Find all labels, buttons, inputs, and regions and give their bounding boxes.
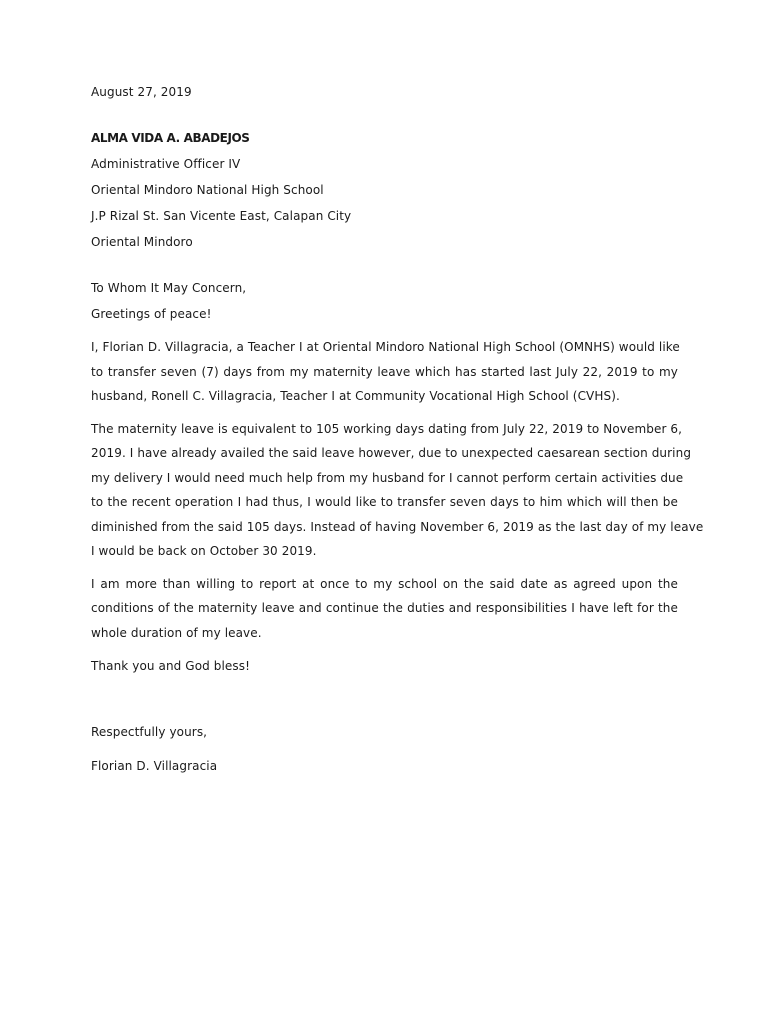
recipient-name: ALMA VIDA A. ABADEJOS (91, 131, 250, 145)
thanks-line: Thank you and God bless! (91, 659, 251, 673)
recipient-organization: Oriental Mindoro National High School (91, 183, 324, 197)
paragraph-3-line: I am more than willing to report at once to my school on the said date as agreed upon the (91, 576, 678, 591)
recipient-title: Administrative Officer IV (91, 157, 241, 171)
letter-date: August 27, 2019 (91, 85, 192, 99)
recipient-address-block (91, 125, 678, 255)
signature-name: Florian D. Villagracia (91, 759, 218, 773)
paragraph-3-line: conditions of the maternity leave and continue the duties and responsibilities I have left for the (91, 601, 678, 615)
paragraph-3-line: whole duration of my leave. (91, 625, 262, 640)
paragraph-1-line: husband, Ronell C. Villagracia, Teacher I at Community Vocational High School (CVHS). (91, 389, 620, 403)
letter-body (91, 79, 704, 779)
paragraph-2-line: my delivery I would need much help from my husband for I cannot perform certain activities due (91, 470, 684, 485)
paragraph-2-line: 2019. I have already availed the said leave however, due to unexpected caesarean section during (91, 446, 692, 460)
paragraph-2-line: The maternity leave is equivalent to 105 working days dating from July 22, 2019 to November 6, (91, 421, 683, 436)
recipient-province: Oriental Mindoro (91, 235, 193, 249)
paragraph-1 (91, 335, 678, 409)
closing: Respectfully yours, (91, 725, 208, 739)
salutation: To Whom It May Concern, (91, 281, 247, 295)
paragraph-2 (91, 417, 704, 564)
paragraph-3 (91, 572, 678, 646)
paragraph-1-line: to transfer seven (7) days from my maternity leave which has started last July 22, 2019 to my (91, 364, 678, 379)
paragraph-2-line: diminished from the said 105 days. Instead of having November 6, 2019 as the last day of my leave (91, 519, 704, 534)
paragraph-2-line: I would be back on October 30 2019. (91, 544, 317, 558)
paragraph-1-line: I, Florian D. Villagracia, a Teacher I at Oriental Mindoro National High School (OMNHS) would like (91, 340, 680, 354)
greeting: Greetings of peace! (91, 307, 212, 321)
paragraph-2-line: to the recent operation I had thus, I would like to transfer seven days to him which will then be (91, 495, 678, 509)
recipient-street: J.P Rizal St. San Vicente East, Calapan City (91, 209, 352, 223)
